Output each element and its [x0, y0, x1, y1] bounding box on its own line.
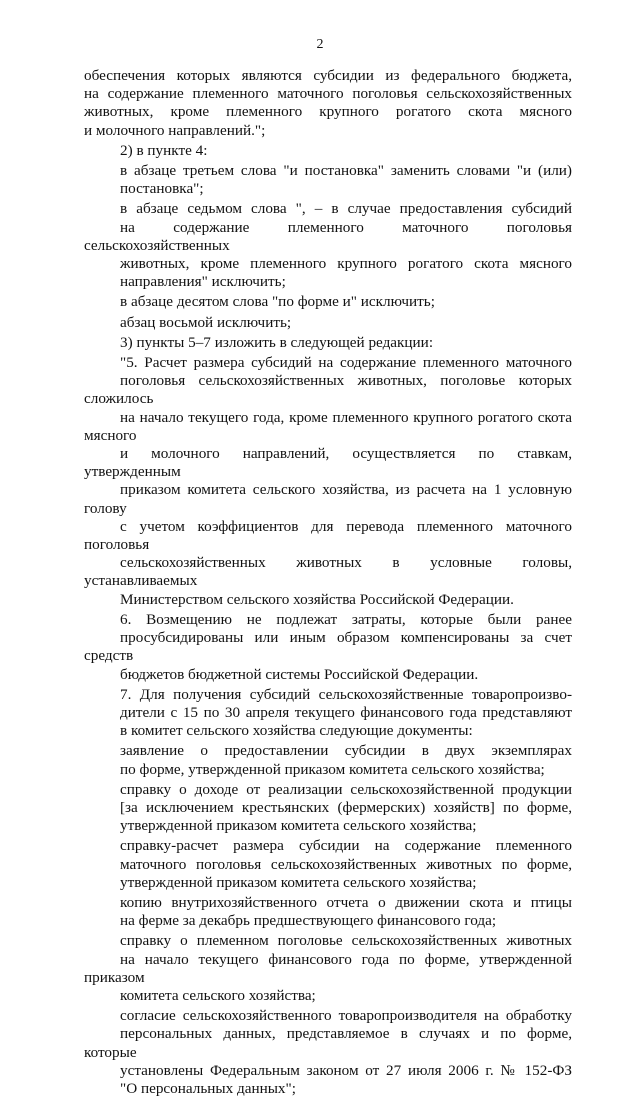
paragraph: [84, 293, 572, 311]
text-line: сельскохозяйственных животных в условные головы, устанавливаемых: [84, 554, 572, 590]
text-line: просубсидированы или иным образом компенсированы за счет средств: [84, 629, 572, 665]
text-line: "5. Расчет размера субсидий на содержание племенного маточного: [120, 354, 572, 372]
text-line: копию внутрихозяйственного отчета о движении скота и птицы: [120, 893, 572, 911]
text-line: дители с 15 по 30 апреля текущего финансового года представляют: [120, 703, 572, 721]
text-line: поголовья сельскохозяйственных животных, поголовье которых сложилось: [84, 372, 572, 408]
paragraph: [84, 781, 572, 836]
document-body: [84, 67, 572, 1100]
text-line: в комитет сельского хозяйства следующие документы:: [120, 722, 473, 740]
text-line: утвержденной приказом комитета сельского хозяйства;: [120, 817, 477, 835]
text-line: персональных данных, представляемое в случаях и по форме, которые: [84, 1025, 572, 1061]
paragraph: [84, 686, 572, 741]
text-line: 3) пункты 5–7 изложить в следующей редакции:: [120, 333, 434, 351]
text-line: в абзаце седьмом слова ", – в случае предоставления субсидий: [120, 200, 572, 218]
text-line: согласие сельскохозяйственного товаропроизводителя на обработку: [120, 1007, 572, 1025]
paragraph: [84, 1007, 572, 1098]
paragraph: [84, 837, 572, 892]
paragraph: [84, 314, 572, 332]
paragraph: [84, 742, 572, 778]
text-line: Министерством сельского хозяйства Российской Федерации.: [120, 590, 514, 608]
text-line: направления" исключить;: [120, 273, 286, 291]
text-line: утвержденной приказом комитета сельского хозяйства;: [120, 873, 477, 891]
text-line: 2) в пункте 4:: [120, 141, 208, 159]
text-line: животных, кроме племенного крупного рогатого скота мясного: [120, 255, 572, 273]
text-line: по форме, утвержденной приказом комитета сельского хозяйства;: [120, 760, 545, 778]
text-line: и молочного направлений, осуществляется по ставкам, утвержденным: [84, 445, 572, 481]
text-line: в абзаце третьем слова "и постановка" заменить словами "и (или): [120, 162, 572, 180]
text-line: приказом комитета сельского хозяйства, из расчета на 1 условную голову: [84, 481, 572, 517]
text-line: абзац восьмой исключить;: [120, 313, 292, 331]
text-line: в абзаце десятом слова "по форме и" исключить;: [120, 293, 435, 311]
page-number: 2: [316, 37, 324, 52]
text-line: справку о доходе от реализации сельскохозяйственной продукции: [120, 780, 572, 798]
text-line: и молочного направлений.";: [84, 121, 266, 139]
text-line: животных, кроме племенного крупного рогатого скота мясного: [84, 103, 572, 121]
paragraph: [84, 932, 572, 1005]
text-line: на начало текущего финансового года по форме, утвержденной приказом: [84, 950, 572, 986]
text-line: на содержание племенного маточного поголовья сельскохозяйственных: [84, 218, 572, 254]
paragraph: [84, 200, 572, 291]
text-line: установлены Федеральным законом от 27 июля 2006 г. № 152-ФЗ: [120, 1061, 572, 1079]
paragraph: [84, 611, 572, 684]
text-line: бюджетов бюджетной системы Российской Федерации.: [120, 665, 479, 683]
text-line: справку о племенном поголовье сельскохозяйственных животных: [120, 932, 572, 950]
text-line: комитета сельского хозяйства;: [120, 986, 316, 1004]
paragraph: [84, 162, 572, 198]
text-line: [за исключением крестьянских (фермерских) хозяйств] по форме,: [120, 798, 572, 816]
paragraph: [84, 142, 572, 160]
text-line: маточного поголовья сельскохозяйственных животных по форме,: [120, 855, 572, 873]
text-line: заявление о предоставлении субсидии в двух экземплярах: [120, 742, 572, 760]
paragraph: [84, 334, 572, 352]
text-line: справку-расчет размера субсидии на содержание племенного: [120, 837, 572, 855]
text-line: на начало текущего года, кроме племенного крупного рогатого скота мясного: [84, 408, 572, 444]
paragraph: [84, 67, 572, 140]
text-line: "О персональных данных";: [120, 1079, 296, 1097]
text-line: постановка";: [120, 180, 204, 198]
text-line: 7. Для получения субсидий сельскохозяйственные товаропроизво-: [120, 685, 572, 703]
text-line: обеспечения которых являются субсидии из федерального бюджета,: [84, 67, 572, 84]
text-line: с учетом коэффициентов для перевода племенного маточного поголовья: [84, 517, 572, 554]
paragraph: [84, 354, 572, 609]
text-line: на содержание племенного маточного поголовья сельскохозяйственных: [84, 85, 572, 103]
paragraph: [84, 894, 572, 930]
text-line: 6. Возмещению не подлежат затраты, которые были ранее: [120, 610, 572, 628]
text-line: на ферме за декабрь предшествующего финансового года;: [120, 912, 497, 930]
